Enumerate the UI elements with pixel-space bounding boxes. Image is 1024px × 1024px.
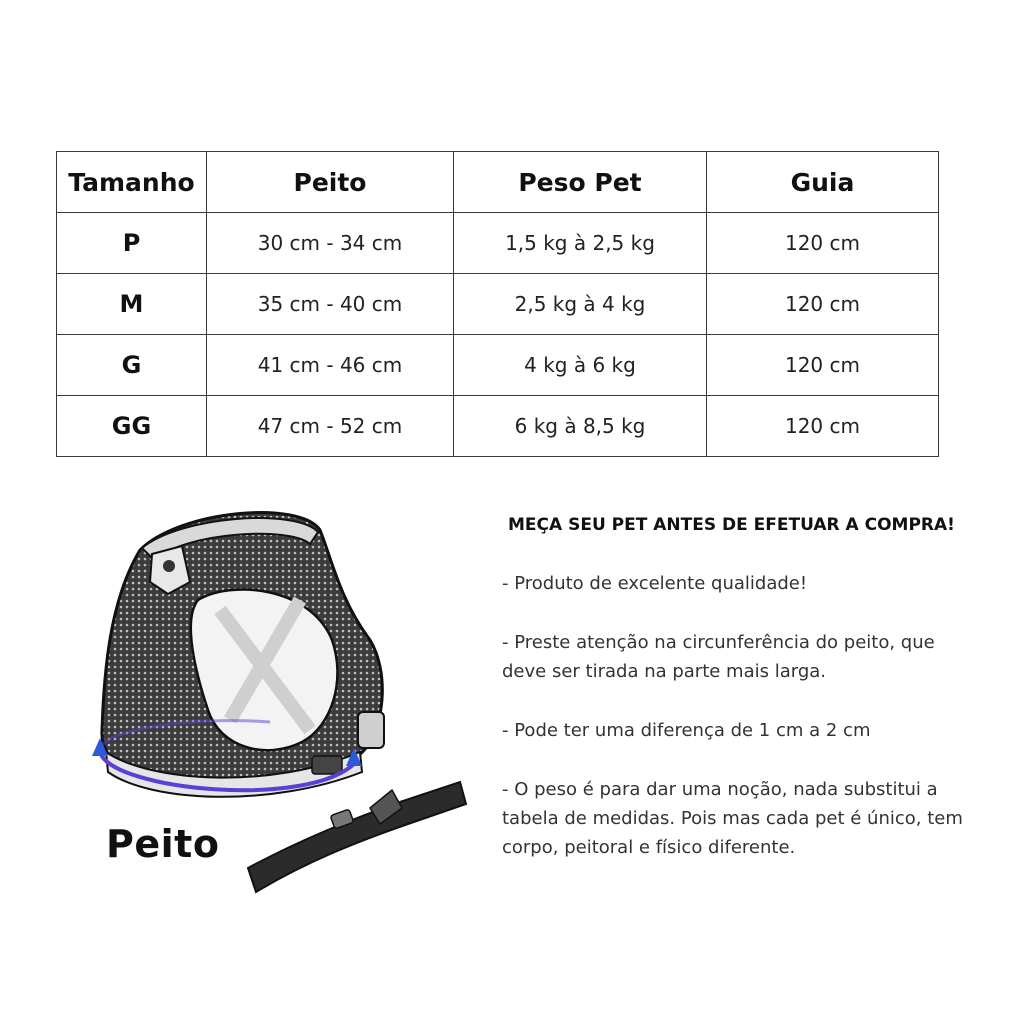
size-cell: G bbox=[57, 335, 207, 396]
leash-cell: 120 cm bbox=[707, 213, 939, 274]
chest-cell: 41 cm - 46 cm bbox=[207, 335, 454, 396]
weight-cell: 1,5 kg à 2,5 kg bbox=[454, 213, 707, 274]
table-header-row bbox=[57, 152, 939, 213]
measurement-instructions bbox=[502, 515, 972, 892]
header-weight: Peso Pet bbox=[454, 152, 707, 213]
weight-cell: 6 kg à 8,5 kg bbox=[454, 396, 707, 457]
size-cell: M bbox=[57, 274, 207, 335]
tip-item: - Pode ter uma diferença de 1 cm a 2 cm bbox=[502, 720, 871, 741]
chest-cell: 30 cm - 34 cm bbox=[207, 213, 454, 274]
table-row bbox=[57, 274, 939, 335]
leash-strap bbox=[248, 782, 466, 892]
size-cell: GG bbox=[57, 396, 207, 457]
leash-cell: 120 cm bbox=[707, 396, 939, 457]
harness-body bbox=[102, 513, 384, 797]
header-leash: Guia bbox=[707, 152, 939, 213]
size-cell: P bbox=[57, 213, 207, 274]
chest-label: Peito bbox=[106, 822, 220, 866]
instructions-headline: MEÇA SEU PET ANTES DE EFETUAR A COMPRA! bbox=[508, 515, 955, 535]
chest-cell: 35 cm - 40 cm bbox=[207, 274, 454, 335]
header-size: Tamanho bbox=[57, 152, 207, 213]
weight-cell: 2,5 kg à 4 kg bbox=[454, 274, 707, 335]
header-chest: Peito bbox=[207, 152, 454, 213]
leash-cell: 120 cm bbox=[707, 274, 939, 335]
tip-item: - Preste atenção na circunferência do peito, que deve ser tirada na parte mais larga. bbox=[502, 632, 935, 682]
weight-cell: 4 kg à 6 kg bbox=[454, 335, 707, 396]
chest-cell: 47 cm - 52 cm bbox=[207, 396, 454, 457]
table-row bbox=[57, 396, 939, 457]
tip-item: - Produto de excelente qualidade! bbox=[502, 573, 808, 594]
size-table bbox=[56, 151, 939, 457]
table-row bbox=[57, 213, 939, 274]
tip-item: - O peso é para dar uma noção, nada substitui a tabela de medidas. Pois mas cada pet é único, tem corpo, peitoral e físico diferente. bbox=[502, 779, 963, 858]
table-row bbox=[57, 335, 939, 396]
leash-cell: 120 cm bbox=[707, 335, 939, 396]
